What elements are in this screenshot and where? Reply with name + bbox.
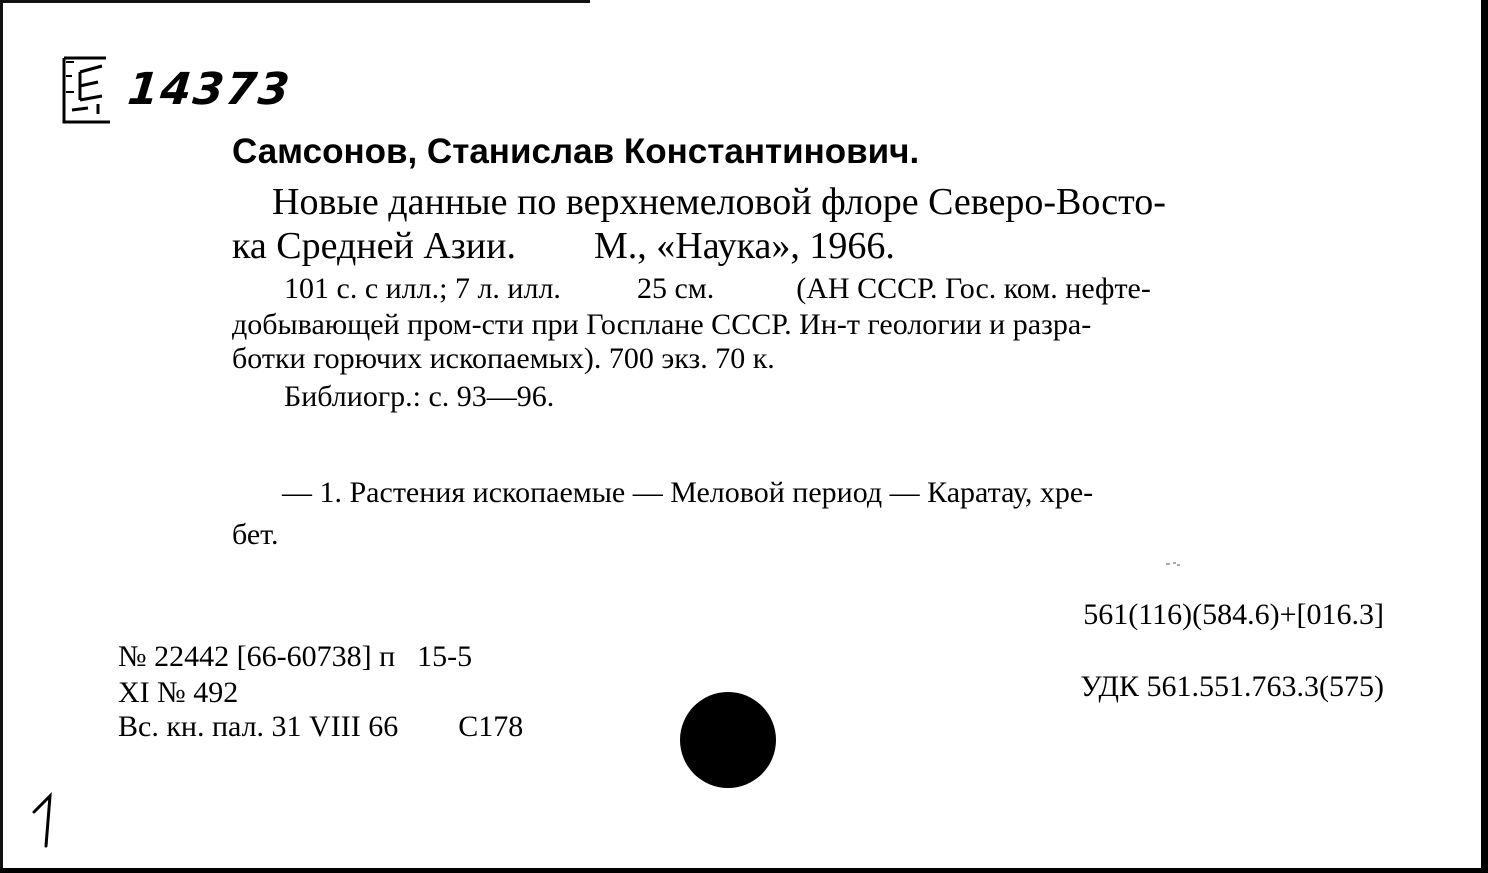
subject-heading-line-1: — 1. Растения ископаемые — Меловой период — Каратау, хре- <box>282 476 1094 509</box>
book-chamber-date: Вс. кн. пал. 31 VIII 66 <box>118 710 399 743</box>
author-heading: Самсонов, Станислав Константинович. <box>232 132 920 171</box>
library-stamp-icon <box>58 52 118 126</box>
card-edge-left <box>0 0 3 873</box>
ink-speck-icon <box>1166 562 1180 566</box>
title-end: ка Средней Азии. <box>232 225 516 267</box>
book-chamber-line <box>118 710 523 744</box>
series-start: (АН СССР. Гос. ком. нефте- <box>796 272 1151 305</box>
bibliography-note: Библиогр.: с. 93—96. <box>284 380 555 413</box>
handwritten-mark-icon <box>28 790 68 850</box>
subject-heading-line-2: бет. <box>232 518 279 551</box>
order-number-line <box>118 640 472 674</box>
order-number: № 22442 [66-60738] п <box>118 640 396 673</box>
order-code: 15-5 <box>417 640 473 673</box>
publisher-imprint: М., «Наука», 1966. <box>593 225 895 267</box>
title-line-1: Новые данные по верхнемеловой флоре Северо-Восто- <box>272 181 1166 223</box>
physical-description-line-3: ботки горючих ископаемых). 700 экз. 70 к. <box>232 342 775 375</box>
card-edge-top <box>0 0 590 3</box>
title-line-2 <box>232 224 895 268</box>
card-edge-bottom <box>0 868 1488 873</box>
punch-hole <box>680 692 776 788</box>
classification-index: 561(116)(584.6)+[016.3] <box>1083 598 1384 631</box>
udk-index: УДК 561.551.763.3(575) <box>1080 670 1384 703</box>
card-edge-right <box>1481 0 1488 873</box>
order-number-line-2: XI № 492 <box>118 676 239 709</box>
physical-description-line-2: добывающей пром-сти при Госплане СССР. Ин-т геологии и разра- <box>232 308 1092 341</box>
size: 25 см. <box>636 272 715 305</box>
inventory-number: 14373 <box>125 64 294 115</box>
pages: 101 с. с илл.; 7 л. илл. <box>284 272 561 305</box>
physical-description-line-1 <box>284 272 1151 306</box>
book-chamber-code: С178 <box>458 710 524 743</box>
